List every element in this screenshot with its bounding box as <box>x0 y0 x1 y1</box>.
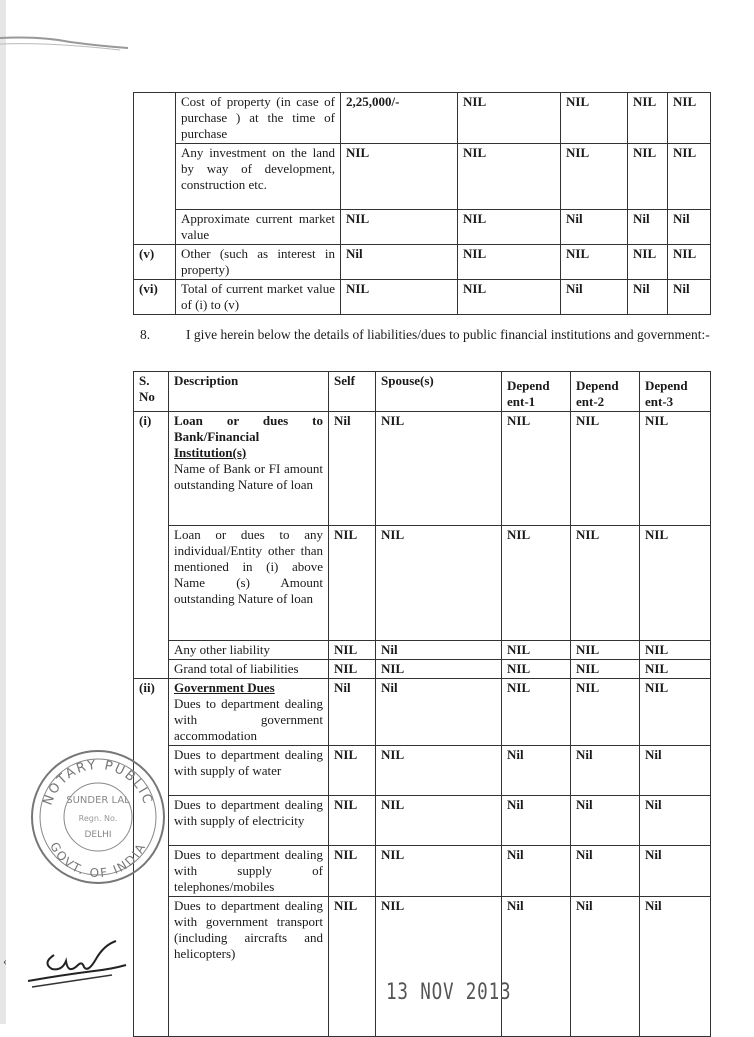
row-description: Name of Bank or FI amount outstanding Nature of loan <box>174 461 323 492</box>
dependent-2-value: NIL <box>571 526 640 641</box>
row-title: Loan or dues to Bank/Financial <box>174 413 323 444</box>
row-description: Dues to department dealing with supply of telephones/mobiles <box>169 846 329 897</box>
spouse-value: Nil <box>376 679 502 746</box>
dependent-3-value: Nil <box>640 796 711 846</box>
row-description: Dues to department dealing with government transport (including aircrafts and helicopters) <box>169 897 329 1037</box>
seal-top-text: NOTARY PUBLIC <box>40 757 156 808</box>
spouse-value: NIL <box>376 796 502 846</box>
seal-name: SUNDER LAL <box>66 795 130 806</box>
dependent-3-value: Nil <box>668 280 711 315</box>
row-description-block <box>169 412 329 526</box>
row-description: Total of current market value of (i) to (v) <box>176 280 341 315</box>
table-row <box>134 897 711 1037</box>
table-row <box>134 144 711 210</box>
self-value: NIL <box>341 144 458 210</box>
header-description: Description <box>169 372 329 412</box>
spouse-value: NIL <box>458 245 561 280</box>
spouse-value: NIL <box>376 412 502 526</box>
dependent-3-value: NIL <box>640 526 711 641</box>
spouse-value: NIL <box>376 846 502 897</box>
dependent-2-value: NIL <box>628 144 668 210</box>
serial-number: (vi) <box>134 280 176 315</box>
date-stamp: 13 NOV 2013 <box>386 980 512 1005</box>
self-value: Nil <box>341 245 458 280</box>
row-description: Other (such as interest in property) <box>176 245 341 280</box>
table-row <box>134 280 711 315</box>
serial-number: (v) <box>134 245 176 280</box>
row-description: Approximate current market value <box>176 210 341 245</box>
serial-number: (i) <box>134 412 169 679</box>
self-value: NIL <box>341 210 458 245</box>
self-value: NIL <box>329 846 376 897</box>
dependent-3-value: NIL <box>668 93 711 144</box>
seal-city: DELHI <box>84 830 112 840</box>
dependent-2-value: Nil <box>628 210 668 245</box>
row-title-underlined: Government Dues <box>174 680 275 695</box>
dependent-3-value: Nil <box>640 897 711 1037</box>
self-value: 2,25,000/- <box>341 93 458 144</box>
self-value: NIL <box>329 660 376 679</box>
table-row <box>134 93 711 144</box>
row-description: Grand total of liabilities <box>169 660 329 679</box>
svg-text:GOVT. OF INDIA <box>47 840 149 880</box>
dependent-1-value: Nil <box>502 846 571 897</box>
spouse-value: NIL <box>458 144 561 210</box>
table-row <box>134 796 711 846</box>
self-value: NIL <box>329 796 376 846</box>
dependent-3-value: NIL <box>640 660 711 679</box>
self-value: NIL <box>329 526 376 641</box>
row-description: Any other liability <box>169 641 329 660</box>
dependent-3-value: NIL <box>640 679 711 746</box>
spouse-value: NIL <box>376 526 502 641</box>
row-title-underlined: Institution(s) <box>174 445 247 460</box>
header-self: Self <box>329 372 376 412</box>
dependent-2-value: NIL <box>571 641 640 660</box>
seal-regn: Regn. No. <box>78 814 118 823</box>
header-dependent-2: Depend ent-2 <box>571 372 640 412</box>
row-description: Any investment on the land by way of development, construction etc. <box>176 144 341 210</box>
header-dependent-1: Depend ent-1 <box>502 372 571 412</box>
dependent-2-value: NIL <box>628 93 668 144</box>
row-description: Dues to department dealing with government accommodation <box>174 696 323 743</box>
row-description: Cost of property (in case of purchase ) at the time of purchase <box>176 93 341 144</box>
self-value: Nil <box>329 679 376 746</box>
dependent-2-value: Nil <box>571 897 640 1037</box>
self-value: NIL <box>329 897 376 1037</box>
dependent-2-value: NIL <box>571 412 640 526</box>
paper-tear-mark <box>0 30 130 52</box>
dependent-3-value: NIL <box>640 641 711 660</box>
dependent-1-value: Nil <box>561 280 628 315</box>
spouse-value: NIL <box>376 897 502 1037</box>
table-row <box>134 641 711 660</box>
dependent-1-value: NIL <box>561 245 628 280</box>
dependent-1-value: Nil <box>502 796 571 846</box>
property-table <box>133 92 711 315</box>
self-value: NIL <box>329 641 376 660</box>
row-description: Dues to department dealing with supply of electricity <box>169 796 329 846</box>
dependent-3-value: Nil <box>668 210 711 245</box>
dependent-1-value: NIL <box>561 93 628 144</box>
seal-bottom-text: GOVT. OF INDIA <box>47 839 149 881</box>
dependent-2-value: Nil <box>628 280 668 315</box>
dependent-1-value: NIL <box>502 660 571 679</box>
table-row <box>134 679 711 746</box>
margin-mark: ‹ <box>3 954 7 968</box>
dependent-3-value: NIL <box>668 144 711 210</box>
dependent-1-value: NIL <box>502 526 571 641</box>
table-row <box>134 210 711 245</box>
dependent-2-value: Nil <box>571 846 640 897</box>
dependent-3-value: Nil <box>640 846 711 897</box>
dependent-1-value: NIL <box>502 641 571 660</box>
dependent-1-value: Nil <box>502 746 571 796</box>
table-row <box>134 746 711 796</box>
dependent-1-value: NIL <box>502 679 571 746</box>
liabilities-table <box>133 371 711 1037</box>
dependent-3-value: NIL <box>640 412 711 526</box>
dependent-2-value: NIL <box>628 245 668 280</box>
dependent-1-value: Nil <box>561 210 628 245</box>
dependent-1-value: Nil <box>502 897 571 1037</box>
table-row <box>134 526 711 641</box>
signature <box>22 935 132 995</box>
dependent-1-value: NIL <box>561 144 628 210</box>
dependent-3-value: Nil <box>640 746 711 796</box>
row-description: Dues to department dealing with supply of water <box>169 746 329 796</box>
self-value: Nil <box>329 412 376 526</box>
row-description: Loan or dues to any individual/Entity other than mentioned in (i) above Name (s) Amount outstanding Nature of loan <box>169 526 329 641</box>
header-spouse: Spouse(s) <box>376 372 502 412</box>
table-header-row <box>134 372 711 412</box>
table-row <box>134 660 711 679</box>
notary-seal <box>28 745 168 890</box>
spouse-value: NIL <box>376 746 502 796</box>
row-description-block <box>169 679 329 746</box>
serial-number: (ii) <box>134 679 169 1037</box>
dependent-2-value: NIL <box>571 679 640 746</box>
dependent-2-value: Nil <box>571 796 640 846</box>
section-number: 8. <box>140 327 151 342</box>
dependent-2-value: NIL <box>571 660 640 679</box>
scan-edge <box>0 0 6 1024</box>
spouse-value: NIL <box>458 93 561 144</box>
header-serial-number: S. No <box>134 372 169 412</box>
table-row <box>134 846 711 897</box>
dependent-3-value: NIL <box>668 245 711 280</box>
header-dependent-3: Depend ent-3 <box>640 372 711 412</box>
table-row <box>134 245 711 280</box>
section-text: I give herein below the details of liabilities/dues to public financial institutions and government:- <box>186 327 710 342</box>
spouse-value: NIL <box>458 280 561 315</box>
spouse-value: NIL <box>376 660 502 679</box>
serial-number <box>134 93 176 245</box>
spouse-value: NIL <box>458 210 561 245</box>
spouse-value: Nil <box>376 641 502 660</box>
self-value: NIL <box>329 746 376 796</box>
table-row <box>134 412 711 526</box>
self-value: NIL <box>341 280 458 315</box>
dependent-1-value: NIL <box>502 412 571 526</box>
section-8-paragraph <box>140 327 722 343</box>
dependent-2-value: Nil <box>571 746 640 796</box>
